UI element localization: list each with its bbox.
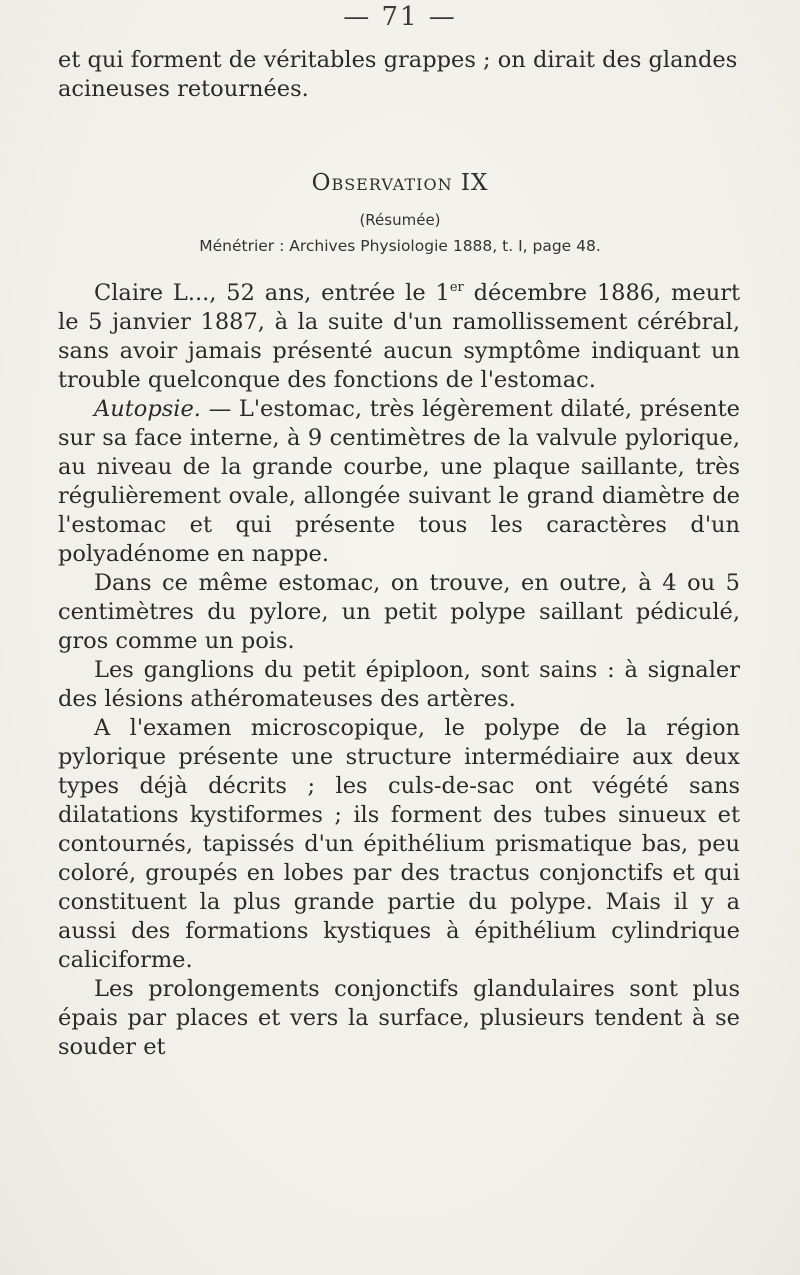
paragraph-polype: Dans ce même estomac, on trouve, en outre, à 4 ou 5 centimètres du pylore, un petit polype saillant pédiculé, gros comme un pois. xyxy=(58,570,740,654)
paragraph-autopsie xyxy=(58,395,740,569)
paragraph-patient-lead: Claire L..., 52 ans, entrée le 1 xyxy=(94,280,450,306)
observation-title xyxy=(0,170,800,196)
paragraph-microscopie: A l'examen microscopique, le polype de la région pylorique présente une structure intermédiaire aux deux types déjà décrits ; les culs-de-sac ont végété sans dilatations kystiformes ; ils forment des tubes sinueux et contournés, tapissés d'un épithélium prismatique bas, peu coloré, groupés en lobes par des tractus conjonctifs et qui constituent la plus grande partie du polype. Mais il y a aussi des formations kystiques à épithélium cylindrique caliciforme. xyxy=(58,715,740,973)
observation-subtitle: (Résumée) xyxy=(359,211,441,229)
intro-paragraph: et qui forment de véritables grappes ; on dirait des glandes acineuses retournées. xyxy=(58,47,738,102)
paragraph-ganglions: Les ganglions du petit épiploon, sont sains : à signaler des lésions athéromateuses des artères. xyxy=(58,657,740,712)
paragraph-prolongements: Les prolongements conjonctifs glandulaires sont plus épais par places et vers la surface, plusieurs tendent à se souder et xyxy=(58,976,740,1060)
page-number: — 71 — xyxy=(343,2,457,32)
paragraph-autopsie-rest: — L'estomac, très légèrement dilaté, présente sur sa face interne, à 9 centimètres de la valvule pylorique, au niveau de la grande courbe, une plaque saillante, très régulièrement ovale, allongée suivant le grand diamètre de l'estomac et qui présente tous les caractères d'un polyadénome en nappe. xyxy=(58,396,740,567)
observation-source: Ménétrier : Archives Physiologie 1888, t. I, page 48. xyxy=(199,237,601,255)
observation-body xyxy=(58,279,740,1062)
paragraph-patient xyxy=(58,279,740,395)
observation-title-number: IX xyxy=(460,170,489,196)
paragraph-patient-rest: décembre 1886, meurt le 5 janvier 1887, à la suite d'un ramollissement cérébral, sans avoir jamais présenté aucun symptôme indiquant un trouble quelconque des fonctions de l'estomac. xyxy=(58,280,740,393)
paragraph-patient-sup: er xyxy=(449,280,464,295)
observation-title-label: Observation xyxy=(311,170,453,196)
autopsie-heading: Autopsie. xyxy=(94,396,201,422)
